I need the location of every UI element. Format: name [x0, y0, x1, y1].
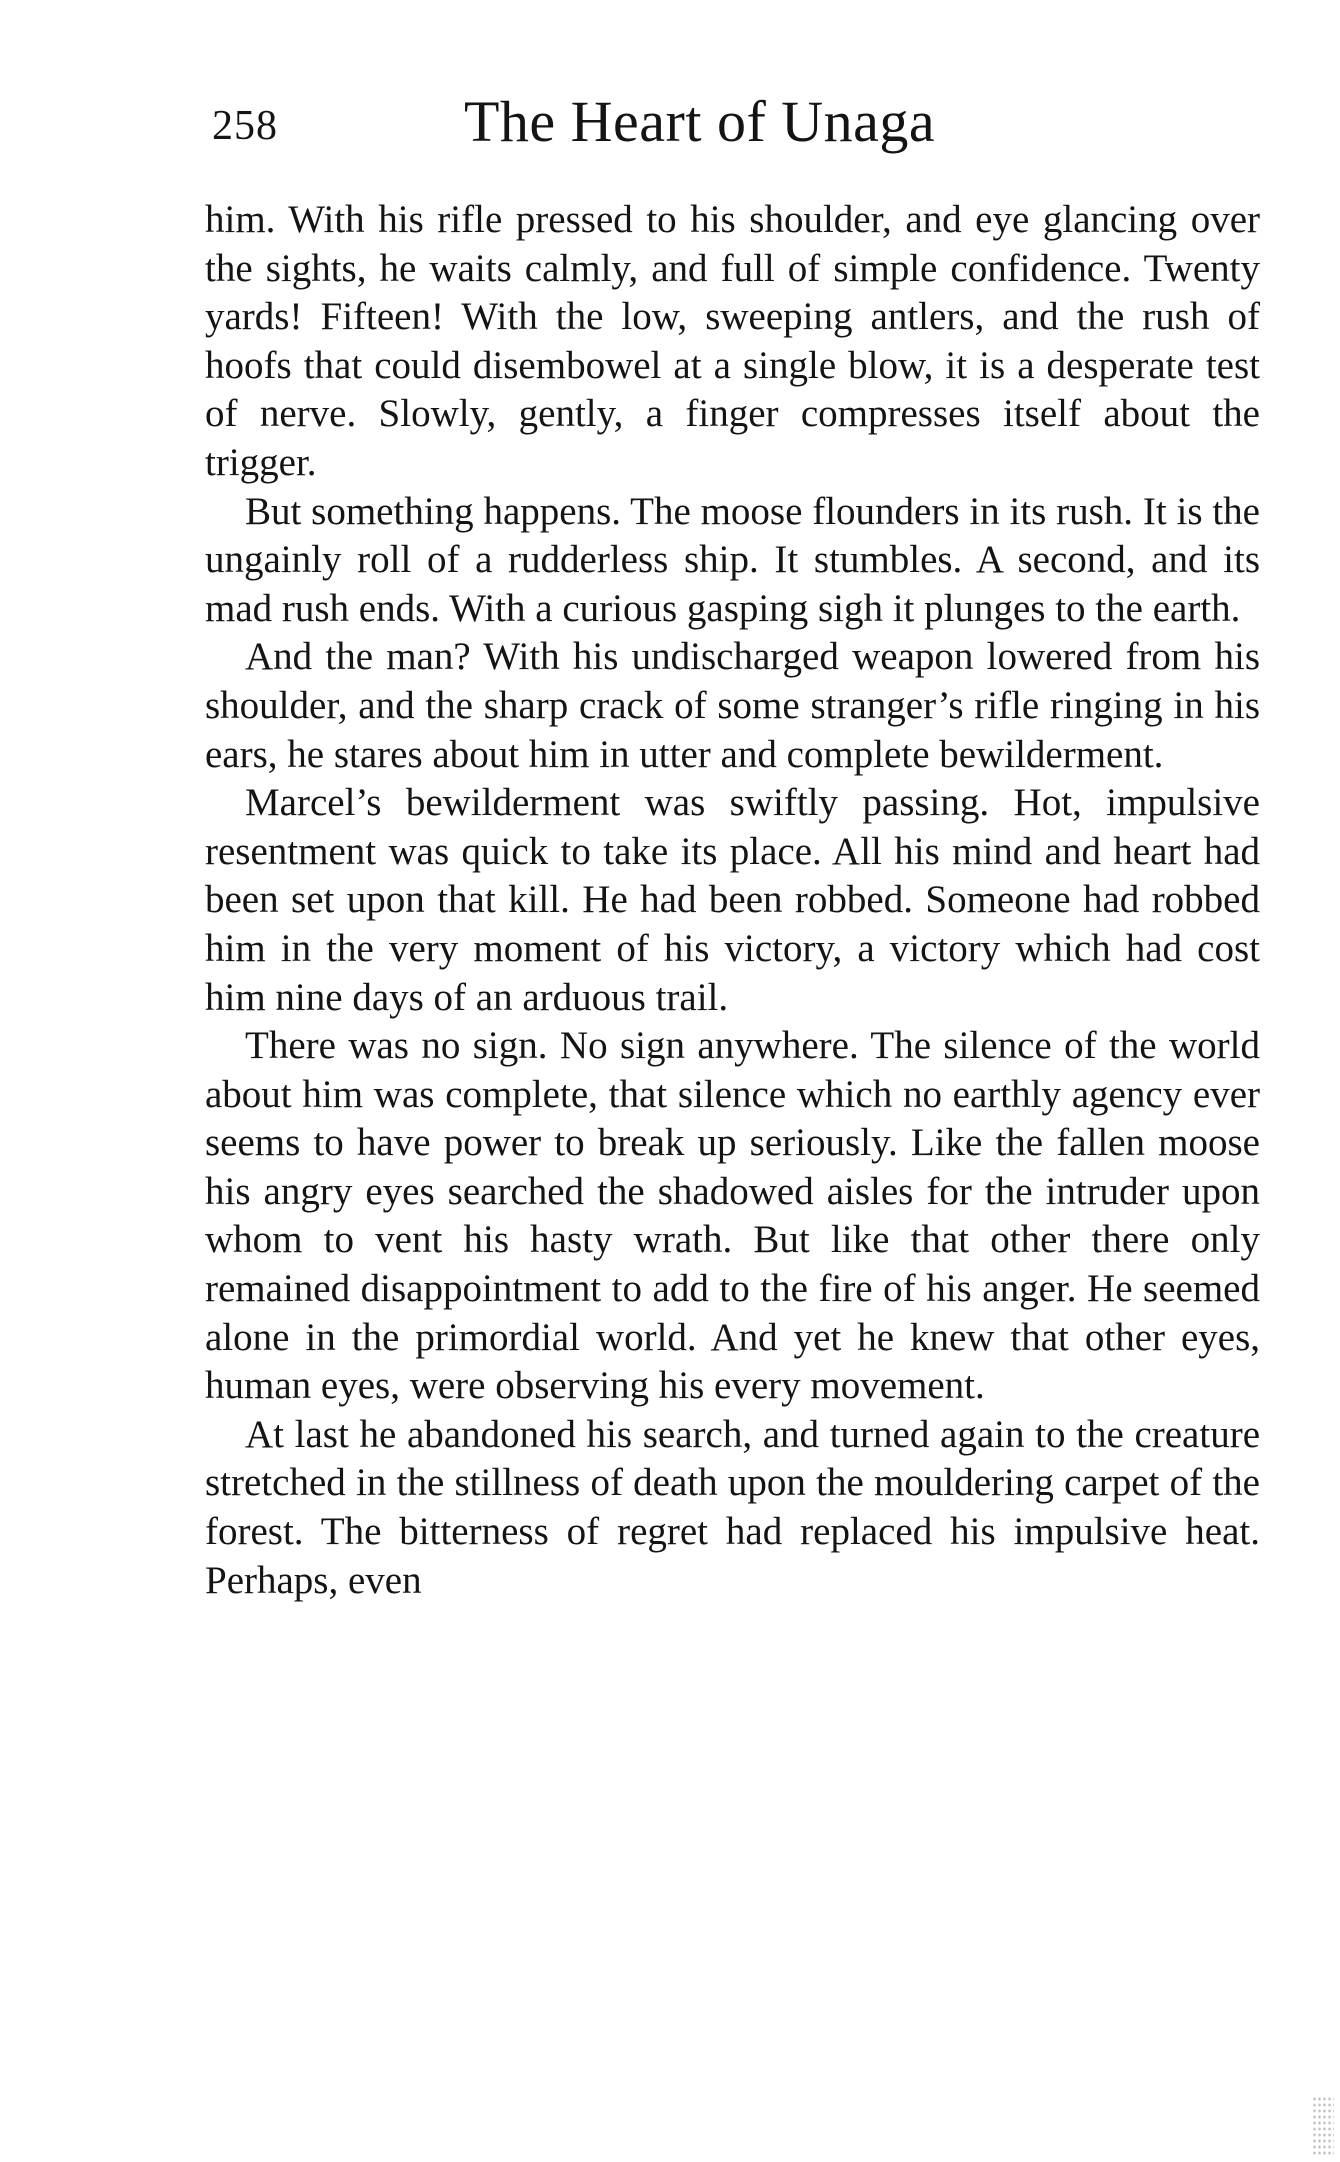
paragraph-4: Marcel’s bewilderment was swiftly passing. Hot, impulsive resentment was quick to take its place. All his mind and heart had been set upon that kill. He had been robbed. Someone had robbed him in the very moment of his victory, a victory which had cost him nine days of an arduous trail.: [205, 781, 1260, 1019]
page-number: 258: [212, 103, 278, 149]
body-text: [205, 196, 1260, 1605]
paragraph-5: There was no sign. No sign anywhere. The silence of the world about him was complete, that silence which no earthly agency ever seems to have power to break up seriously. Like the fallen moose his angry eyes searched the shadowed aisles for the intruder upon whom to vent his hasty wrath. But like that other there only remained disappointment to add to the fire of his anger. He seemed alone in the primordial world. And yet he knew that other eyes, human eyes, were observing his every movement.: [205, 1024, 1260, 1408]
paragraph-2: But something happens. The moose flounders in its rush. It is the ungainly roll of a rudderless ship. It stumbles. A second, and its mad rush ends. With a curious gasping sigh it plunges to the earth.: [205, 489, 1260, 630]
paragraph-1: him. With his rifle pressed to his shoulder, and eye glancing over the sights, he waits calmly, and full of simple confidence. Twenty yards! Fifteen! With the low, sweeping antlers, and the rush of hoofs that could disembowel at a single blow, it is a desperate test of nerve. Slowly, gently, a finger compresses itself about the trigger.: [205, 198, 1260, 484]
running-title: The Heart of Unaga: [464, 89, 936, 154]
page-header: [212, 88, 1272, 168]
paragraph-6: At last he abandoned his search, and turned again to the creature stretched in the stillness of death upon the mouldering carpet of the forest. The bitterness of regret had replaced his impulsive heat. Perhaps, even: [205, 1412, 1260, 1602]
paragraph-3: And the man? With his undischarged weapon lowered from his shoulder, and the sharp crack of some stranger’s rifle ringing in his ears, he stares about him in utter and complete bewilderment.: [205, 635, 1260, 776]
paper-specks-decoration: [1312, 2096, 1334, 2156]
